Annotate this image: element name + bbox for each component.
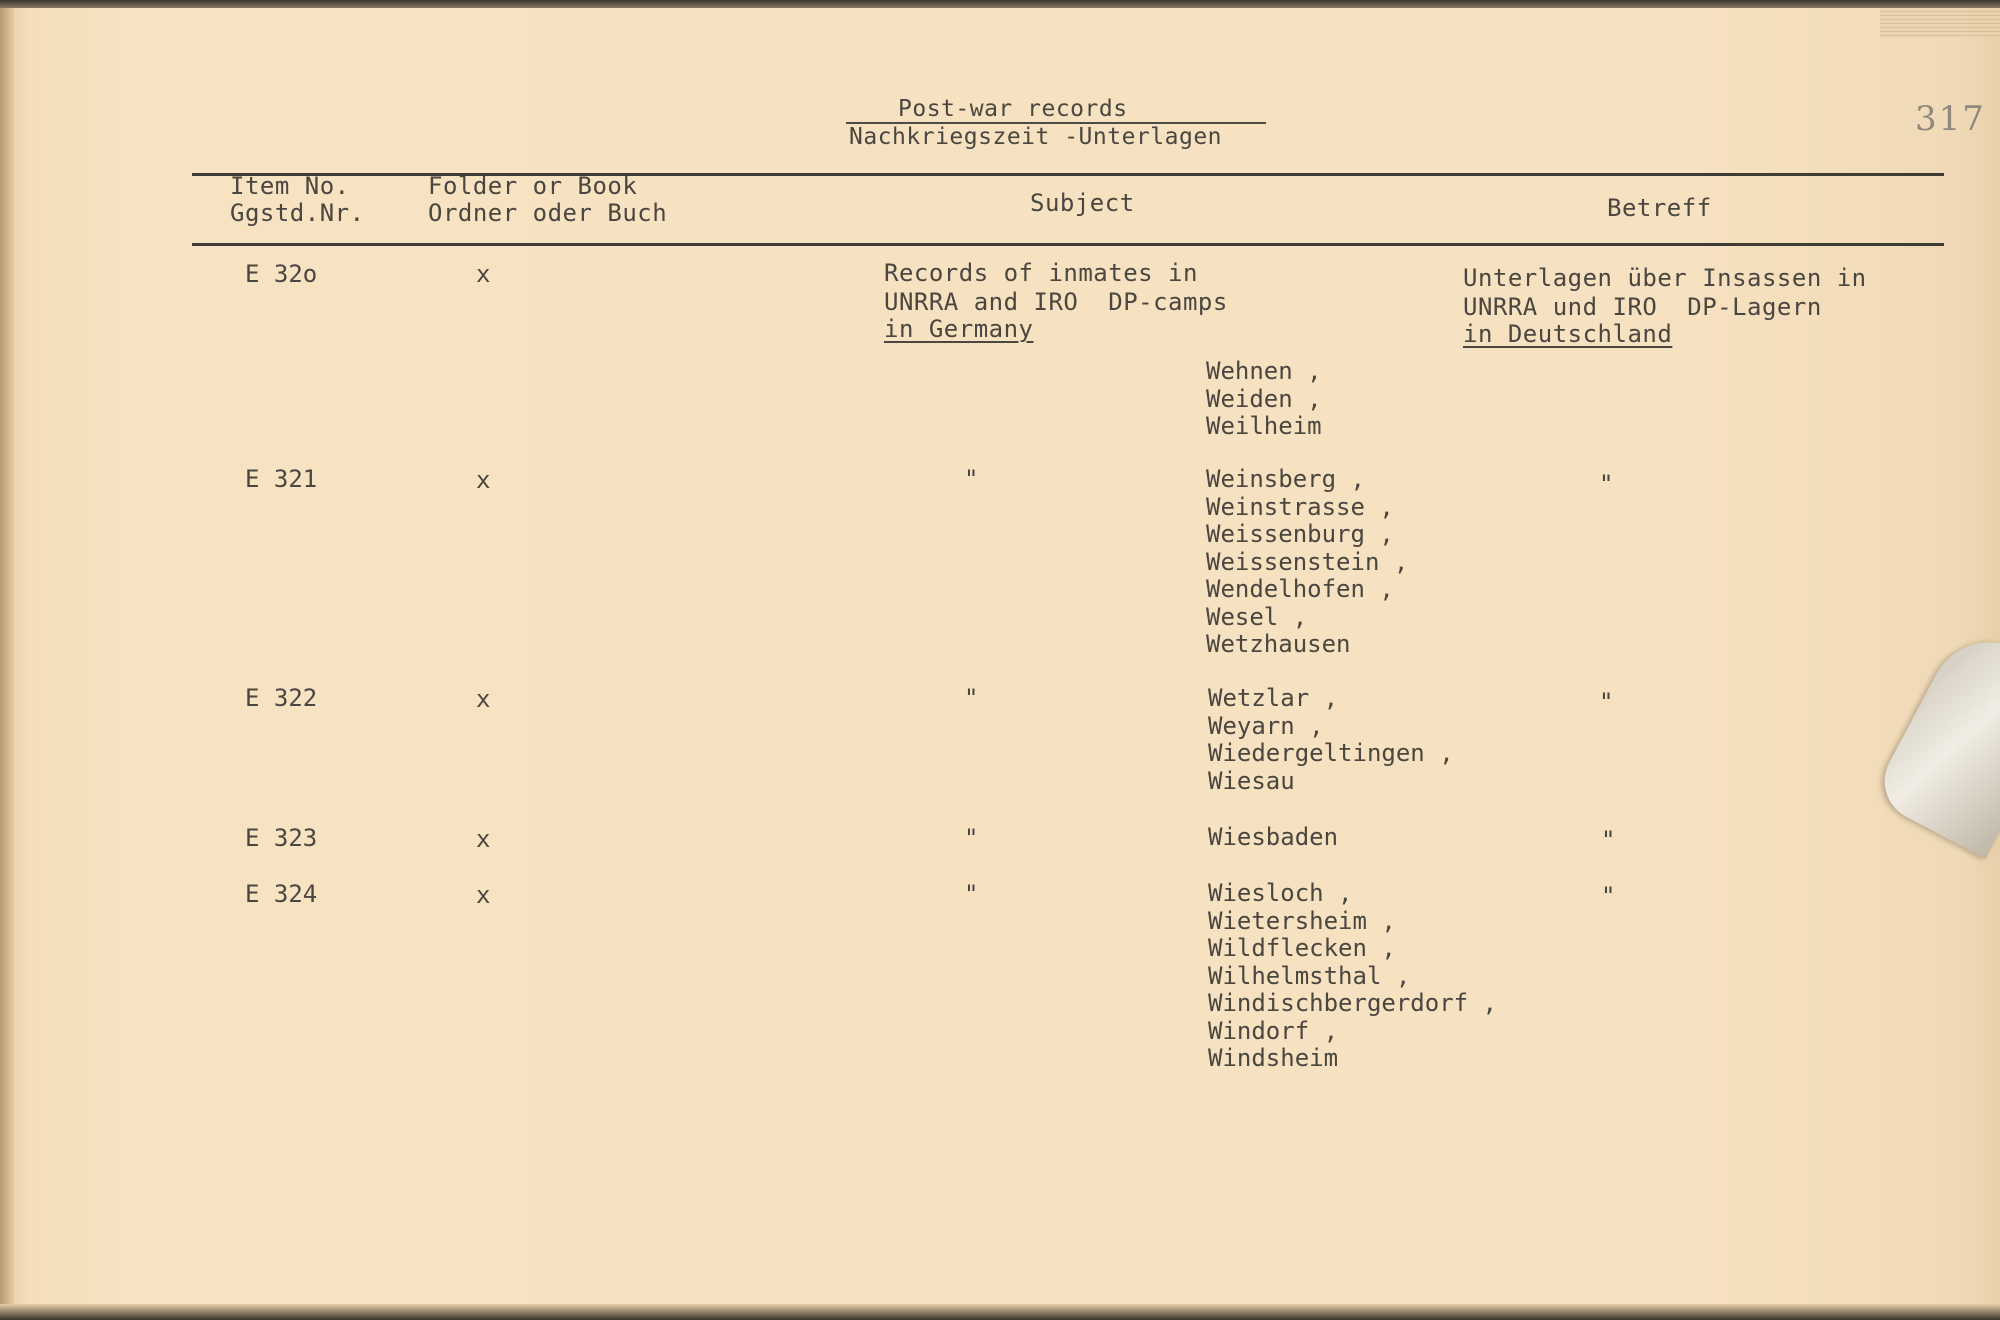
place-list: Wehnen , Weiden , Weilheim <box>1206 357 1322 440</box>
title-english: Post-war records <box>898 96 1128 122</box>
item-number: E 322 <box>245 684 318 712</box>
column-header-subject: Subject <box>1030 189 1135 217</box>
paper-clip <box>1871 621 2000 859</box>
page-bottom-edge <box>0 1304 2000 1320</box>
ditto-mark-betreff: " <box>1599 688 1614 716</box>
ditto-mark-subject: " <box>964 465 979 493</box>
ditto-mark-betreff: " <box>1599 470 1614 498</box>
place-list: Wetzlar , Weyarn , Wiedergeltingen , Wiesau <box>1208 684 1454 795</box>
ditto-mark-subject: " <box>964 824 979 852</box>
item-number: E 321 <box>245 465 318 493</box>
page-top-edge <box>0 0 2000 8</box>
item-number: E 323 <box>245 824 318 852</box>
betreff-de-line3: in Deutschland <box>1463 320 1673 348</box>
betreff-de-line1: Unterlagen über Insassen in <box>1463 264 1867 292</box>
folder-mark: x <box>476 825 491 853</box>
ditto-mark-betreff: " <box>1601 882 1616 910</box>
folder-mark: x <box>476 466 491 494</box>
item-number: E 32o <box>245 260 318 288</box>
place-list: Wiesloch , Wietersheim , Wildflecken , Wilhelmsthal , Windischbergerdorf , Windorf , Windsheim <box>1208 879 1497 1072</box>
title-german: Nachkriegszeit -Unterlagen <box>849 124 1223 150</box>
column-header-item: Item No. Ggstd.Nr. <box>230 172 365 227</box>
subject-en-line1: Records of inmates in <box>884 259 1198 287</box>
column-header-betreff: Betreff <box>1607 194 1712 222</box>
column-header-folder: Folder or Book Ordner oder Buch <box>428 172 668 227</box>
subject-en-line3: in Germany <box>884 315 1034 343</box>
place-list: Wiesbaden <box>1208 823 1339 851</box>
ditto-mark-subject: " <box>964 684 979 712</box>
folder-mark: x <box>476 685 491 713</box>
folder-mark: x <box>476 881 491 909</box>
subject-en-line2: UNRRA and IRO DP-camps <box>884 288 1228 316</box>
page-number: 317 <box>1915 99 1986 139</box>
page-stack-edge <box>1880 8 2000 38</box>
item-number: E 324 <box>245 880 318 908</box>
betreff-de-line2: UNRRA und IRO DP-Lagern <box>1463 293 1822 321</box>
folder-mark: x <box>476 260 491 288</box>
ditto-mark-subject: " <box>964 880 979 908</box>
ditto-mark-betreff: " <box>1601 826 1616 854</box>
place-list: Weinsberg , Weinstrasse , Weissenburg , Weissenstein , Wendelhofen , Wesel , Wetzhausen <box>1206 465 1409 658</box>
header-rule-bottom <box>192 243 1944 246</box>
book-gutter <box>0 0 14 1320</box>
